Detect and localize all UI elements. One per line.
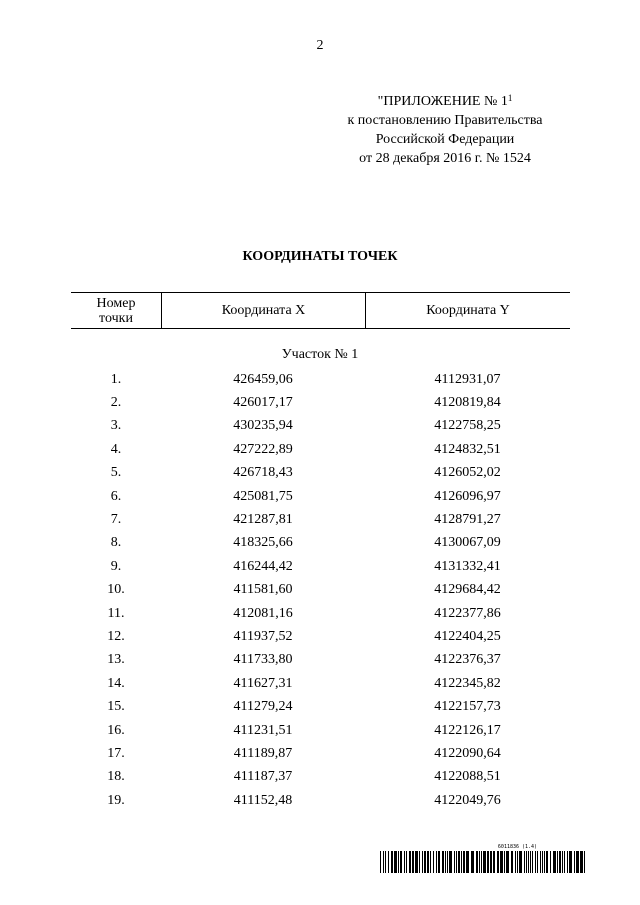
- coordinate-x-cell: 411189,87: [233, 745, 293, 761]
- appendix-line-government: Российской Федерации: [375, 132, 515, 147]
- barcode-block: [380, 844, 585, 878]
- point-number-cell: 19.: [107, 792, 125, 808]
- point-number-cell: 7.: [110, 512, 122, 528]
- table-row: [71, 438, 570, 461]
- appendix-header: [330, 92, 560, 168]
- coordinate-x-cell: 411279,24: [233, 699, 293, 715]
- table-row: [71, 742, 570, 765]
- table-row: [71, 368, 570, 391]
- coordinate-x-cell: 416244,42: [233, 558, 293, 574]
- coordinate-x-cell: 430235,94: [233, 418, 293, 434]
- coordinate-x-cell: 411627,31: [233, 675, 293, 691]
- header-coordinate-y: Координата Y: [426, 303, 510, 318]
- point-number-cell: 15.: [107, 699, 125, 715]
- point-number-cell: 9.: [110, 558, 122, 574]
- coordinate-y-cell: 4122376,37: [434, 652, 501, 668]
- point-number-cell: 18.: [107, 769, 125, 785]
- coordinate-x-cell: 411937,52: [233, 628, 293, 644]
- point-number-cell: 4.: [110, 441, 122, 457]
- point-number-cell: 17.: [107, 745, 125, 761]
- point-number-cell: 6.: [110, 488, 122, 504]
- coordinate-x-cell: 421287,81: [233, 512, 293, 528]
- point-number-cell: 14.: [107, 675, 125, 691]
- coordinate-x-cell: 427222,89: [233, 441, 293, 457]
- coordinate-y-cell: 4131332,41: [434, 558, 501, 574]
- coordinate-y-cell: 4122088,51: [434, 769, 501, 785]
- appendix-line-date: от 28 декабря 2016 г. № 1524: [359, 151, 531, 166]
- appendix-superscript: 1: [507, 93, 513, 103]
- table-row: [71, 766, 570, 789]
- coordinate-y-cell: 4122090,64: [434, 745, 501, 761]
- coordinate-y-cell: 4126096,97: [434, 488, 501, 504]
- table-row: [71, 415, 570, 438]
- coordinate-x-cell: 412081,16: [233, 605, 293, 621]
- table-row: [71, 672, 570, 695]
- coordinate-x-cell: 411231,51: [233, 722, 293, 738]
- barcode-label: 6011836 (1.4): [497, 844, 538, 850]
- coordinate-y-cell: 4122345,82: [434, 675, 501, 691]
- coordinate-x-cell: 411581,60: [233, 582, 293, 598]
- coordinate-x-cell: 425081,75: [233, 488, 293, 504]
- point-number-cell: 5.: [110, 465, 122, 481]
- page-number: 2: [316, 38, 324, 53]
- table-row: [71, 625, 570, 648]
- coordinate-x-cell: 418325,66: [233, 535, 293, 551]
- header-coordinate-x: Координата X: [162, 293, 366, 328]
- coordinate-y-cell: 4126052,02: [434, 465, 501, 481]
- point-number-cell: 2.: [110, 395, 122, 411]
- table-row: [71, 555, 570, 578]
- coordinate-y-cell: 4122758,25: [434, 418, 501, 434]
- section-label: Участок № 1: [281, 347, 359, 362]
- coordinate-y-cell: 4122377,86: [434, 605, 501, 621]
- table-row: [71, 508, 570, 531]
- appendix-title: "ПРИЛОЖЕНИЕ № $1^1$: [377, 93, 513, 109]
- point-number-cell: 1.: [110, 371, 122, 387]
- coordinate-x-cell: 411733,80: [233, 652, 293, 668]
- coordinate-x-cell: 426718,43: [233, 465, 293, 481]
- point-number-cell: 11.: [107, 605, 125, 621]
- table-row: [71, 695, 570, 718]
- coordinate-y-cell: 4112931,07: [434, 371, 501, 387]
- point-number-cell: 16.: [107, 722, 125, 738]
- coordinate-y-cell: 4120819,84: [434, 395, 501, 411]
- table-row: [71, 485, 570, 508]
- coordinate-y-cell: 4130067,09: [434, 535, 501, 551]
- coordinates-table-body: [71, 368, 570, 812]
- coordinate-y-cell: 4122049,76: [434, 792, 501, 808]
- coordinate-y-cell: 4122157,73: [434, 699, 501, 715]
- point-number-cell: 10.: [107, 582, 125, 598]
- header-point-number: Номер точки: [71, 293, 162, 328]
- coordinate-x-cell: 411152,48: [233, 792, 293, 808]
- table-row: [71, 789, 570, 812]
- point-number-cell: 3.: [110, 418, 122, 434]
- coordinate-y-cell: 4122126,17: [434, 722, 501, 738]
- coordinate-y-cell: 4122404,25: [434, 628, 501, 644]
- point-number-cell: 8.: [110, 535, 122, 551]
- table-row: [71, 532, 570, 555]
- table-row: [71, 602, 570, 625]
- table-row: [71, 462, 570, 485]
- point-number-cell: 13.: [107, 652, 125, 668]
- coordinate-y-cell: 4129684,42: [434, 582, 501, 598]
- coordinate-x-cell: 426017,17: [233, 395, 293, 411]
- table-row: [71, 719, 570, 742]
- table-row: [71, 391, 570, 414]
- barcode-image: [380, 851, 585, 873]
- coordinate-y-cell: 4128791,27: [434, 512, 501, 528]
- point-number-cell: 12.: [107, 628, 125, 644]
- coordinate-x-cell: 426459,06: [233, 371, 293, 387]
- document-title: КООРДИНАТЫ ТОЧЕК: [242, 249, 398, 264]
- appendix-line-decree: к постановлению Правительства: [347, 113, 543, 128]
- coordinate-x-cell: 411187,37: [233, 769, 293, 785]
- table-row: [71, 579, 570, 602]
- coordinate-y-cell: 4124832,51: [434, 441, 501, 457]
- table-header: [71, 292, 570, 329]
- table-row: [71, 649, 570, 672]
